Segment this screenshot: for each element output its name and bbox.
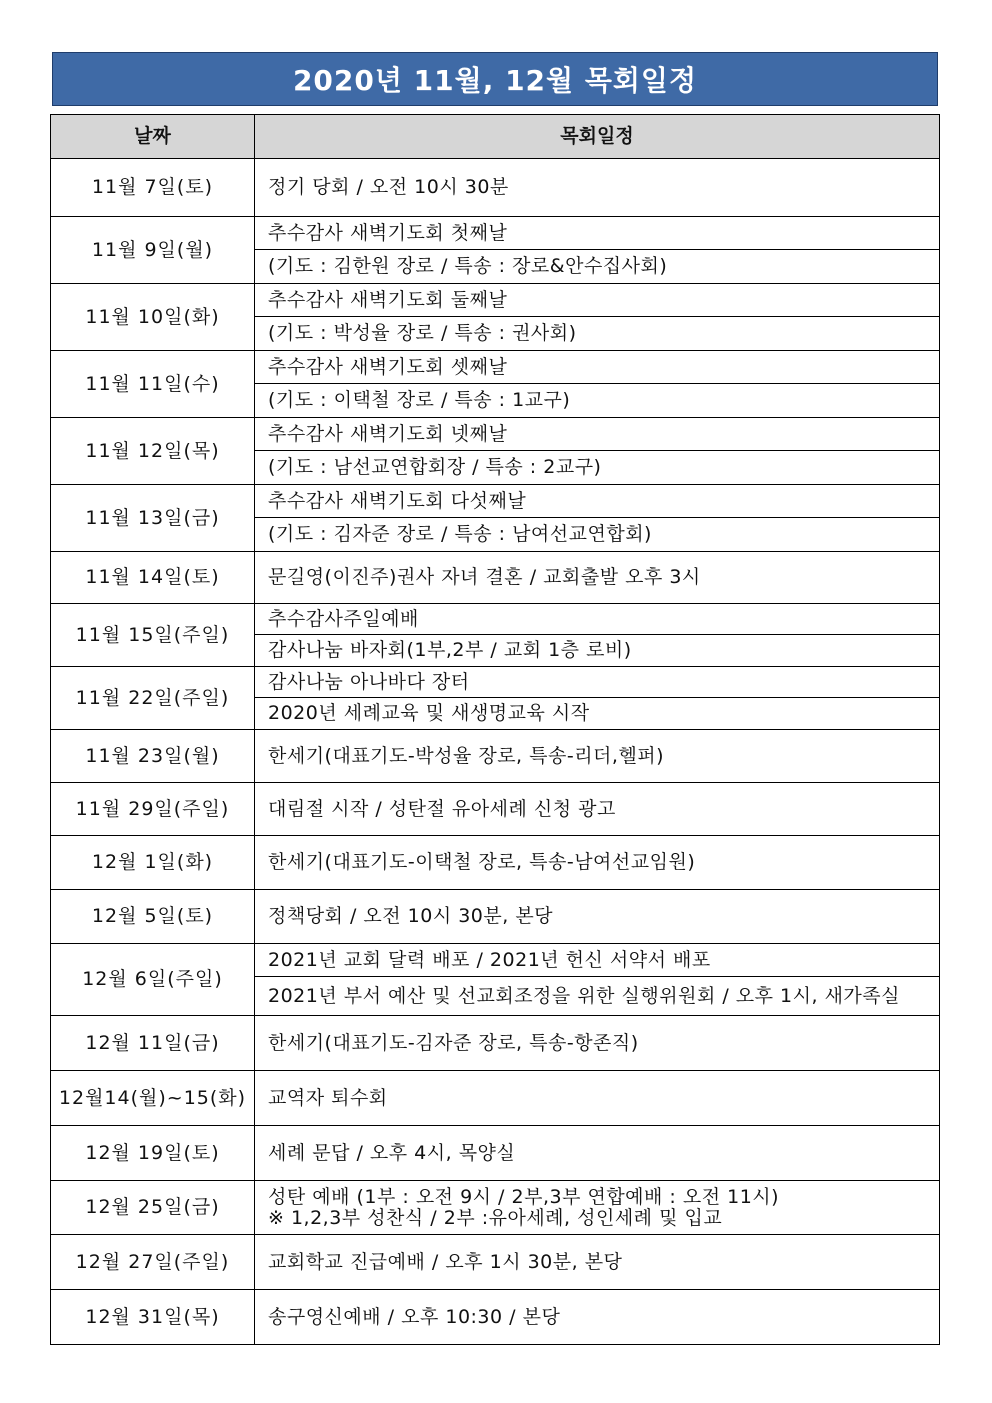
schedule-date: 12월 6일(주일) (51, 944, 255, 1016)
schedule-date: 12월14(월)~15(화) (51, 1071, 255, 1126)
page-title: 2020년 11월, 12월 목회일정 (52, 52, 938, 106)
schedule-event: (기도 : 김자준 장로 / 특송 : 남여선교연합회) (255, 518, 940, 552)
table-row (51, 836, 940, 890)
schedule-event: 추수감사 새벽기도회 둘째날 (255, 284, 940, 317)
schedule-date: 11월 22일(주일) (51, 667, 255, 730)
schedule-date: 12월 11일(금) (51, 1016, 255, 1071)
table-row (51, 418, 940, 451)
table-row (51, 1126, 940, 1181)
schedule-date: 11월 14일(토) (51, 552, 255, 604)
schedule-date: 12월 31일(목) (51, 1290, 255, 1345)
schedule-event: 정책당회 / 오전 10시 30분, 본당 (255, 890, 940, 944)
table-row (51, 351, 940, 384)
schedule-date: 11월 13일(금) (51, 485, 255, 552)
schedule-date: 12월 1일(화) (51, 836, 255, 890)
table-row (51, 1071, 940, 1126)
schedule-date: 11월 10일(화) (51, 284, 255, 351)
schedule-event: 송구영신예배 / 오후 10:30 / 본당 (255, 1290, 940, 1345)
schedule-event: 추수감사 새벽기도회 넷째날 (255, 418, 940, 451)
schedule-event: (기도 : 남선교연합회장 / 특송 : 2교구) (255, 451, 940, 485)
header-date: 날짜 (51, 115, 255, 159)
table-row (51, 552, 940, 604)
schedule-event: 감사나눔 바자회(1부,2부 / 교회 1층 로비) (255, 635, 940, 667)
schedule-event: 대림절 시작 / 성탄절 유아세례 신청 광고 (255, 783, 940, 836)
schedule-event: 2021년 교회 달력 배포 / 2021년 헌신 서약서 배포 (255, 944, 940, 977)
table-row (51, 1181, 940, 1235)
schedule-event: 2020년 세례교육 및 새생명교육 시작 (255, 698, 940, 730)
schedule-event: 한세기(대표기도-박성율 장로, 특송-리더,헬퍼) (255, 730, 940, 783)
schedule-event: 세례 문답 / 오후 4시, 목양실 (255, 1126, 940, 1181)
table-row (51, 944, 940, 977)
table-header-row (51, 115, 940, 159)
table-row (51, 730, 940, 783)
table-row (51, 604, 940, 635)
schedule-date: 12월 5일(토) (51, 890, 255, 944)
schedule-event: 정기 당회 / 오전 10시 30분 (255, 159, 940, 217)
schedule-event: 2021년 부서 예산 및 선교회조정을 위한 실행위원회 / 오후 1시, 새가족실 (255, 977, 940, 1016)
schedule-date: 12월 19일(토) (51, 1126, 255, 1181)
schedule-event: 추수감사주일예배 (255, 604, 940, 635)
table-row (51, 1290, 940, 1345)
schedule-date: 11월 15일(주일) (51, 604, 255, 667)
schedule-event: 한세기(대표기도-이택철 장로, 특송-남여선교임원) (255, 836, 940, 890)
schedule-event: (기도 : 김한원 장로 / 특송 : 장로&안수집사회) (255, 250, 940, 284)
schedule-event: 추수감사 새벽기도회 첫째날 (255, 217, 940, 250)
table-row (51, 217, 940, 250)
schedule-date: 11월 11일(수) (51, 351, 255, 418)
schedule-date: 11월 7일(토) (51, 159, 255, 217)
schedule-date: 11월 12일(목) (51, 418, 255, 485)
table-row (51, 1016, 940, 1071)
table-row (51, 1235, 940, 1290)
schedule-event: 교역자 퇴수회 (255, 1071, 940, 1126)
schedule-event: 추수감사 새벽기도회 다섯째날 (255, 485, 940, 518)
table-row (51, 284, 940, 317)
schedule-event: 감사나눔 아나바다 장터 (255, 667, 940, 698)
schedule-event-line: ※ 1,2,3부 성찬식 / 2부 :유아세례, 성인세례 및 입교 (268, 1206, 723, 1229)
schedule-date: 11월 23일(월) (51, 730, 255, 783)
schedule-event: 한세기(대표기도-김자준 장로, 특송-항존직) (255, 1016, 940, 1071)
schedule-event: 추수감사 새벽기도회 셋째날 (255, 351, 940, 384)
table-row (51, 485, 940, 518)
schedule-date: 12월 25일(금) (51, 1181, 255, 1235)
table-row (51, 783, 940, 836)
header-schedule: 목회일정 (255, 115, 940, 159)
schedule-body (51, 159, 940, 1345)
schedule-event: (기도 : 이택철 장로 / 특송 : 1교구) (255, 384, 940, 418)
schedule-date: 11월 29일(주일) (51, 783, 255, 836)
schedule-event: (기도 : 박성율 장로 / 특송 : 권사회) (255, 317, 940, 351)
schedule-event (255, 1181, 940, 1235)
table-row (51, 667, 940, 698)
schedule-date: 11월 9일(월) (51, 217, 255, 284)
schedule-event: 교회학교 진급예배 / 오후 1시 30분, 본당 (255, 1235, 940, 1290)
schedule-date: 12월 27일(주일) (51, 1235, 255, 1290)
table-row (51, 159, 940, 217)
table-row (51, 890, 940, 944)
schedule-table (50, 114, 940, 1345)
schedule-event: 문길영(이진주)권사 자녀 결혼 / 교회출발 오후 3시 (255, 552, 940, 604)
schedule-event-line: 성탄 예배 (1부 : 오전 9시 / 2부,3부 연합예배 : 오전 11시) (268, 1185, 780, 1208)
